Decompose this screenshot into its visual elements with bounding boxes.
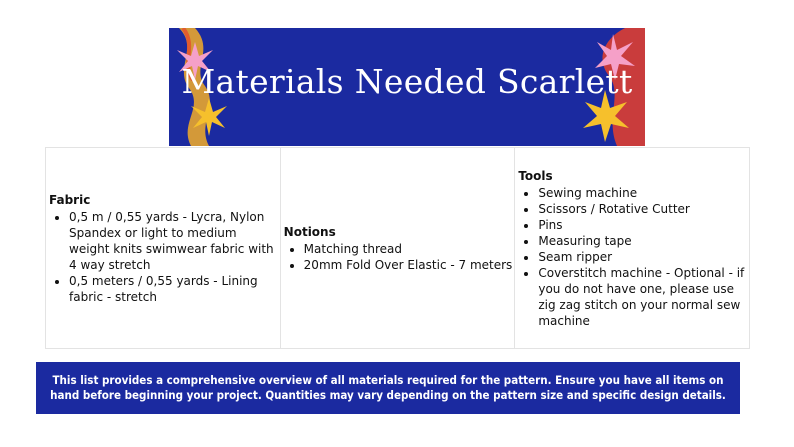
column-title: Notions: [283, 224, 336, 239]
note-text: This list provides a comprehensive overview of all materials required for the pattern. Ensure you have all items on hand before beginning your project. Quantities may vary depending on the pattern size and specific design details.: [50, 373, 726, 402]
list-item: • 0,5 m / 0,55 yards - Lycra, Nylon Spandex or light to medium weight knits swimwear fabric with 4 way stretch: [69, 209, 278, 273]
materials-table: [45, 147, 750, 349]
column-title: Fabric: [49, 192, 91, 207]
list-item: • Scissors / Rotative Cutter: [538, 201, 747, 217]
list-item: • 0,5 meters / 0,55 yards - Lining fabric - stretch: [69, 273, 278, 305]
list-item: • Matching thread: [304, 241, 513, 257]
fabric-column: [46, 148, 281, 348]
list-item: • Measuring tape: [538, 233, 747, 249]
fabric-list: [49, 209, 278, 305]
list-item: • Coverstitch machine - Optional - if you do not have one, please use zig zag stitch on your normal sew machine: [538, 265, 747, 329]
notions-column: [281, 148, 516, 348]
title-banner: [169, 28, 645, 146]
list-item: • Seam ripper: [538, 249, 747, 265]
tools-list: [518, 185, 747, 329]
page-title: Materials Needed Scarlett: [181, 62, 633, 101]
notions-list: [284, 241, 513, 273]
list-item: • Sewing machine: [538, 185, 747, 201]
tools-column: [515, 148, 749, 348]
column-title: Tools: [518, 168, 553, 183]
list-item: • 20mm Fold Over Elastic - 7 meters: [304, 257, 513, 273]
overview-note: [36, 362, 740, 414]
list-item: • Pins: [538, 217, 747, 233]
